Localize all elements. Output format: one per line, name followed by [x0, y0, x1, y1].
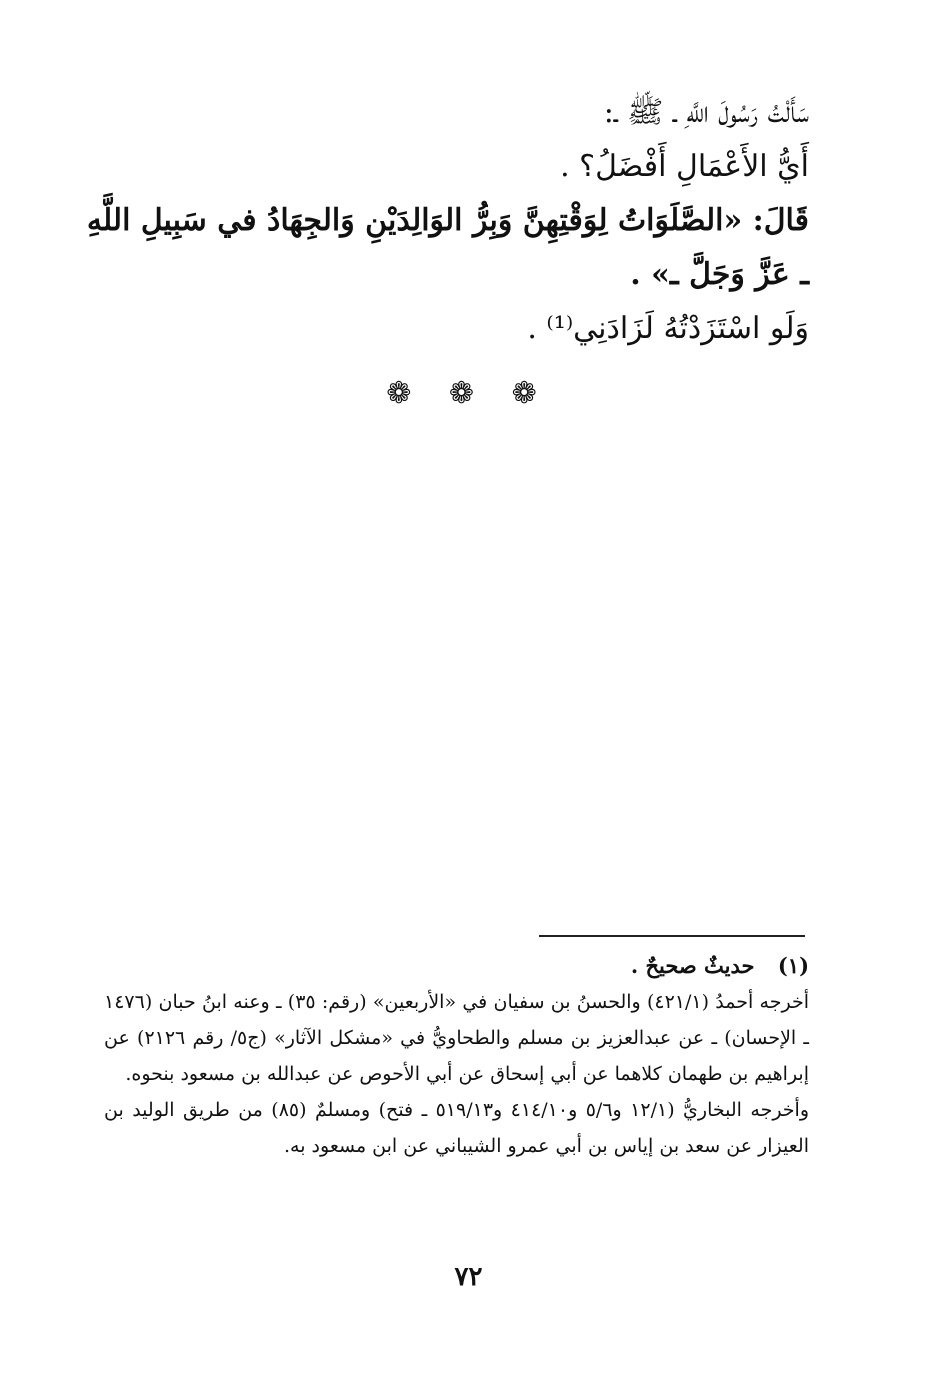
flower-ornament-icon: ❁ — [511, 376, 551, 411]
hadith-line-1: سَأَلْتُ رَسُولَ اللَّهِ ـ ﷺ ـ: — [603, 95, 809, 130]
footnote-paragraph-1: أخرجه أحمدُ (٤٢١/١) والحسنُ بن سفيان في «الأربعين» (رقم: ٣٥) ـ وعنه ابنُ حبان (١٤٧٦ ـ الإحسان) ـ عن عبدالعزيز بن مسلم والطحاويُّ في «مشكل الآثار» (ج٥/ رقم ٢١٢٦) عن إبراهيم بن طهمان كلاهما عن أبي إسحاق عن أبي الأحوص عن عبدالله بن مسعود بنحوه. — [104, 991, 809, 1085]
flower-ornament-icon: ❁ — [448, 376, 489, 411]
hadith-line-4: ـ عَزَّ وَجَلَّ ـ» . — [630, 257, 809, 292]
footnote-heading — [104, 948, 809, 984]
flower-ornament-icon: ❁ — [386, 376, 426, 411]
hadith-text — [86, 86, 809, 356]
footnote-number: (١) — [777, 953, 809, 978]
hadith-line-2: أَيُّ الأَعْمَالِ أَفْضَلُ؟ . — [560, 149, 809, 184]
page-number: ٧٢ — [454, 1262, 483, 1292]
footnotes — [104, 948, 809, 1164]
section-divider-ornaments — [0, 376, 937, 411]
footnote-paragraph-2: وأخرجه البخاريُّ (١٢/١ و٥/٦ و٤١٤/١٠ و٥١٩/١٣ ـ فتح) ومسلمٌ (٨٥) من طريق الوليد بن العيزار عن سعد بن إياس بن أبي عمرو الشيباني عن ابن مسعود به. — [104, 1099, 809, 1157]
hadith-line-3: قَالَ: «الصَّلَوَاتُ لِوَقْتِهِنَّ وَبِرُّ الوَالِدَيْنِ وَالجِهَادُ في سَبِيلِ اللَّهِ — [86, 203, 809, 238]
footnote-grade: حديثٌ صحيحٌ . — [630, 953, 755, 978]
hadith-line-5: وَلَو اسْتَزَدْتُهُ لَزَادَنِي⁽¹⁾ . — [527, 311, 809, 346]
footnote-separator — [539, 935, 805, 937]
